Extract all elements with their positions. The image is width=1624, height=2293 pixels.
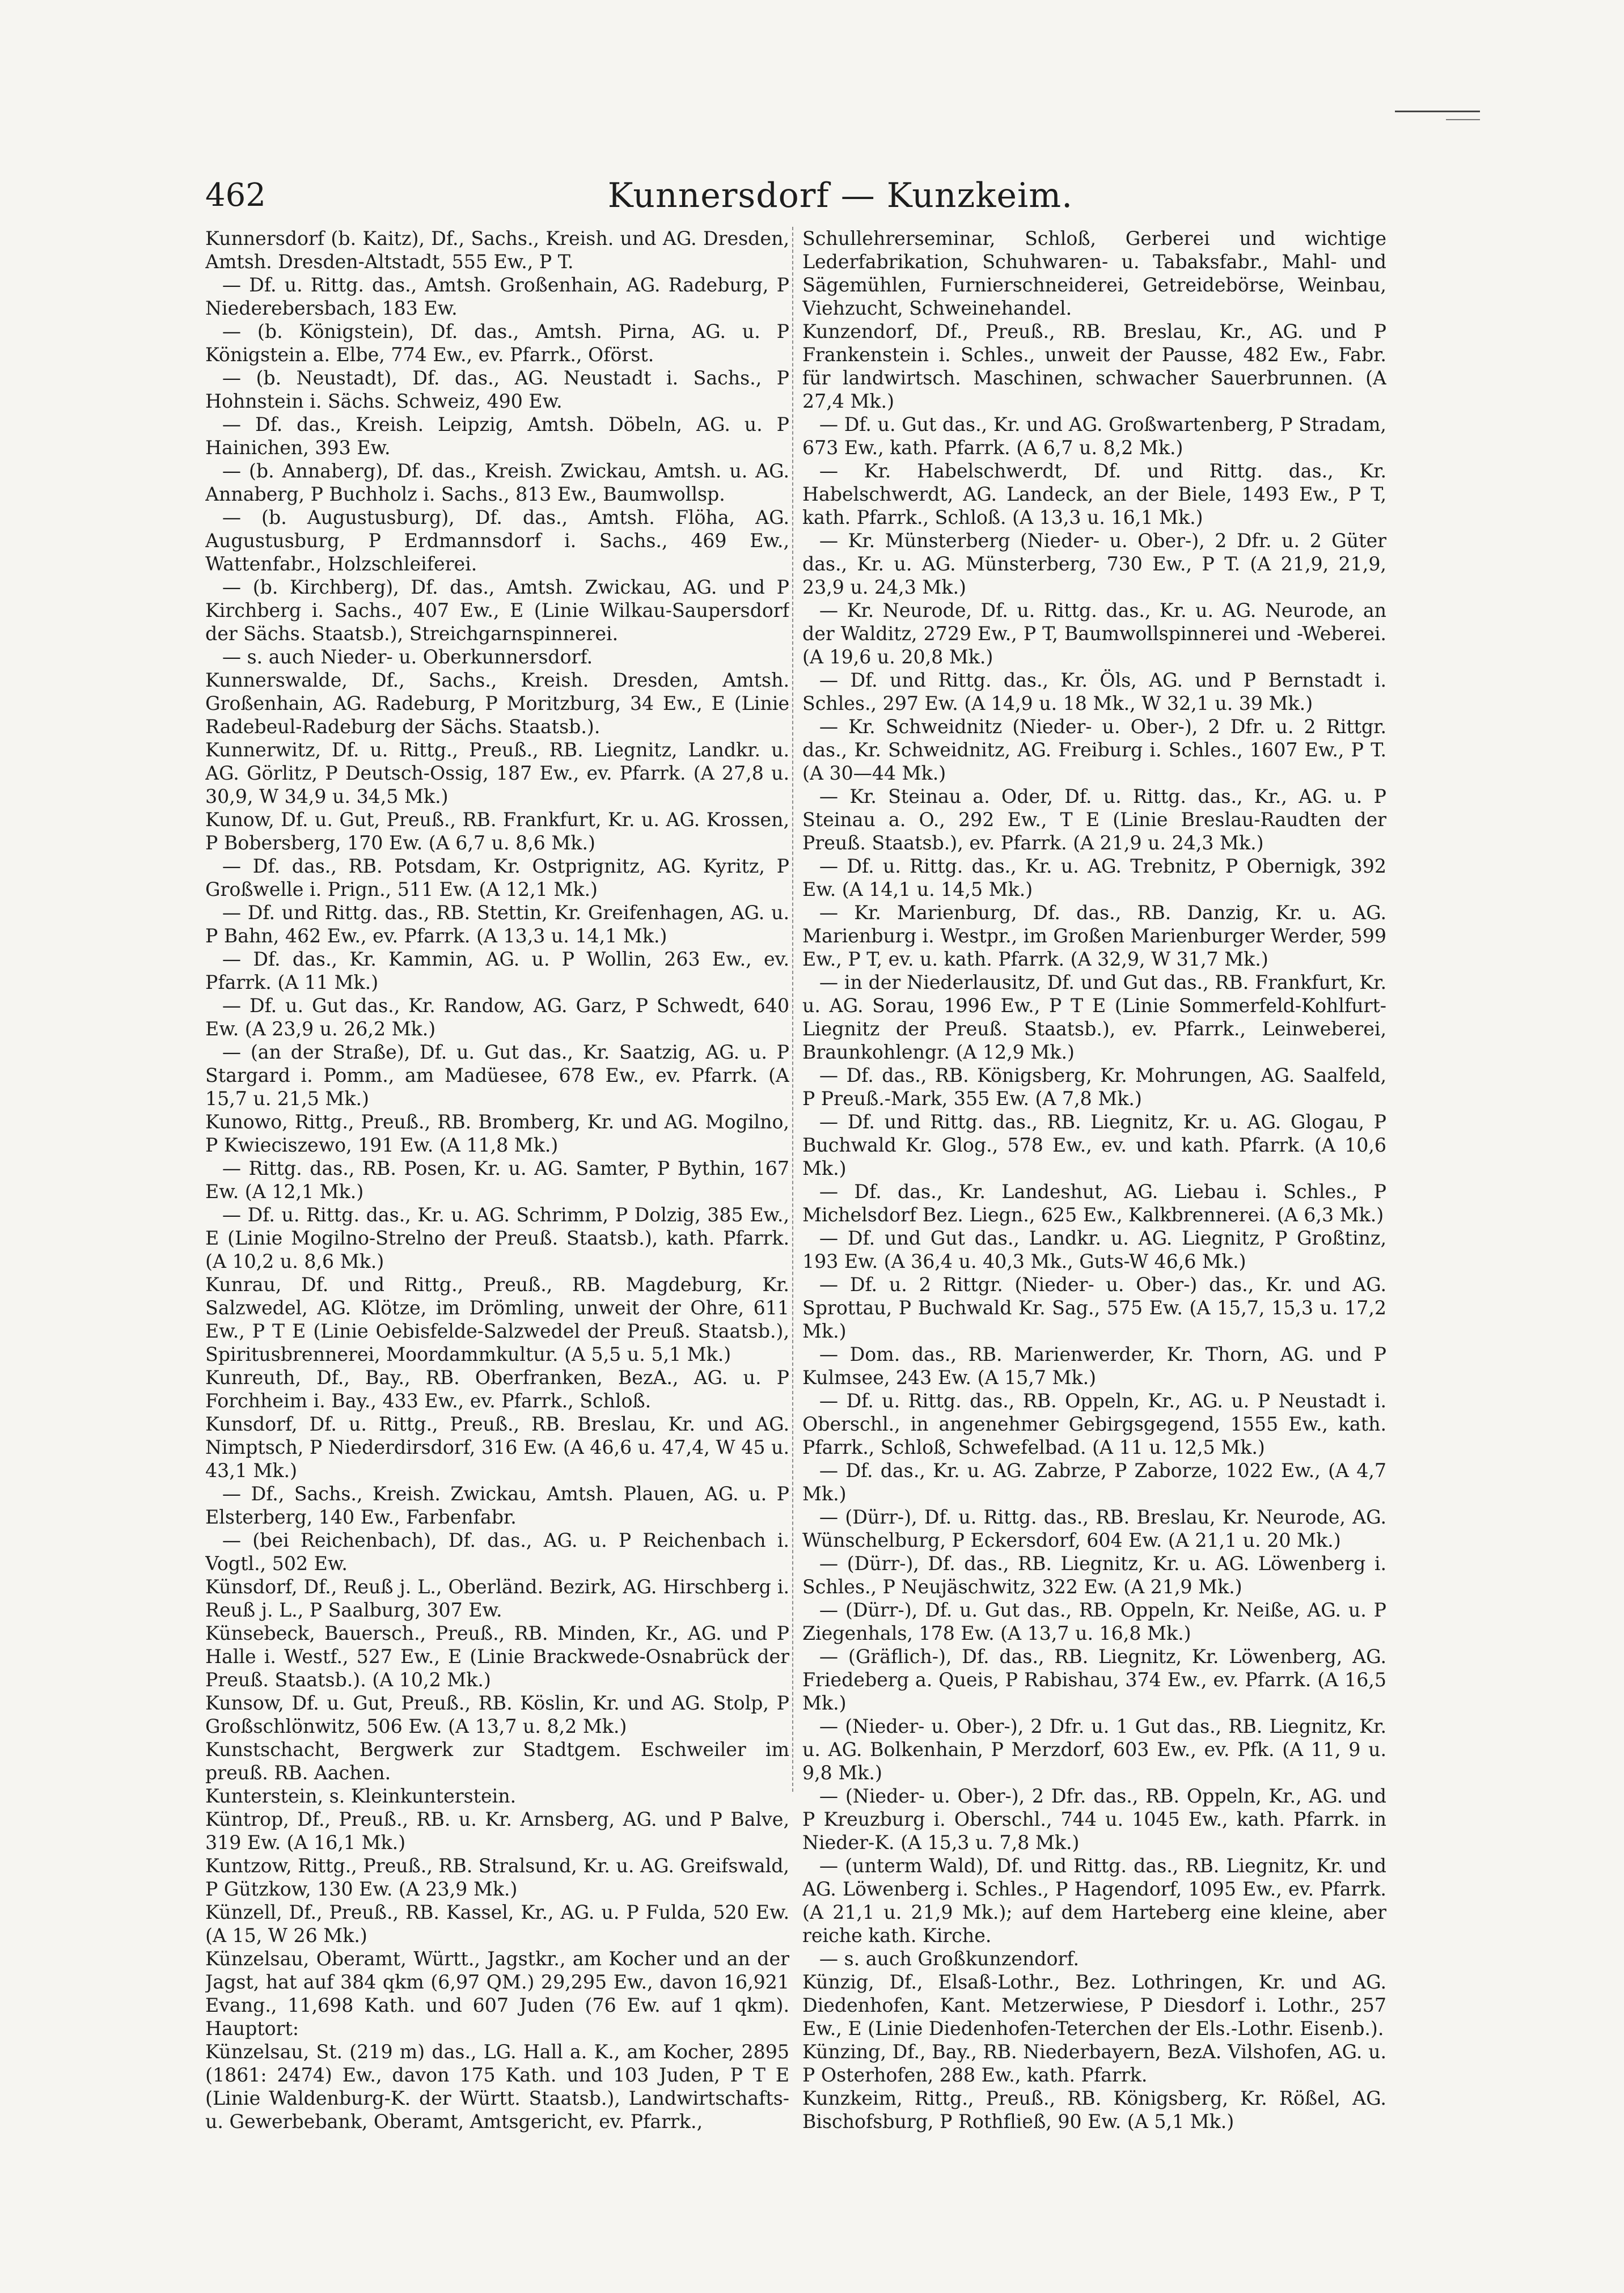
gazetteer-subentry: — Df. und Rittg. das., Kr. Öls, AG. und P Bernstadt i. Schles., 297 Ew. (A 14,9 u. 18 Mk., W 32,1 u. 39 Mk.): [802, 669, 1386, 714]
gazetteer-subentry: — Df. das., Kr. Kammin, AG. u. P Wollin, 263 Ew., ev. Pfarrk. (A 11 Mk.): [205, 948, 789, 993]
gazetteer-entry: Kunowo, Rittg., Preuß., RB. Bromberg, Kr. und AG. Mogilno, P Kwieciszewo, 191 Ew. (A 11,8 Mk.): [205, 1111, 789, 1156]
gazetteer-subentry: — Df. u. Gut das., Kr. Randow, AG. Garz, P Schwedt, 640 Ew. (A 23,9 u. 26,2 Mk.): [205, 995, 789, 1040]
corner-rule-mark: [1395, 111, 1480, 112]
gazetteer-subentry: — (Nieder- u. Ober-), 2 Dfr. das., RB. Oppeln, Kr., AG. und P Kreuzburg i. Oberschl., 744 u. 1045 Ew., kath. Pfarrk. in Nieder-K. (A 15,3 u. 7,8 Mk.): [802, 1785, 1386, 1854]
gazetteer-subentry: — (Gräflich-), Df. das., RB. Liegnitz, Kr. Löwenberg, AG. Friedeberg a. Queis, P Rabishau, 374 Ew., ev. Pfarrk. (A 16,5 Mk.): [802, 1645, 1386, 1714]
gazetteer-subentry: — (an der Straße), Df. u. Gut das., Kr. Saatzig, AG. u. P Stargard i. Pomm., am Madüesee, 678 Ew., ev. Pfarrk. (A 15,7 u. 21,5 Mk.): [205, 1041, 789, 1110]
gazetteer-entry: Künsdorf, Df., Reuß j. L., Oberländ. Bezirk, AG. Hirschberg i. Reuß j. L., P Saalburg, 307 Ew.: [205, 1576, 789, 1621]
gazetteer-subentry: — in der Niederlausitz, Df. und Gut das., RB. Frankfurt, Kr. u. AG. Sorau, 1996 Ew., P T E (Linie Sommerfeld-Kohlfurt-Liegnitz der Preuß. Staatsb.), ev. Pfarrk., Leinweberei, Braunkohlengr. (A 12,9 Mk.): [802, 971, 1386, 1063]
gazetteer-subentry: — s. auch Nieder- u. Oberkunnersdorf.: [222, 646, 593, 668]
gazetteer-subentry: — Df. und Rittg. das., RB. Liegnitz, Kr. u. AG. Glogau, P Buchwald Kr. Glog., 578 Ew., ev. und kath. Pfarrk. (A 10,6 Mk.): [802, 1111, 1386, 1179]
gazetteer-entry: Künzell, Df., Preuß., RB. Kassel, Kr., AG. u. P Fulda, 520 Ew. (A 15, W 26 Mk.): [205, 1901, 789, 1947]
gazetteer-entry: Schullehrerseminar, Schloß, Gerberei und wichtige Lederfabrikation, Schuhwaren- u. Tabaksfabr., Mahl- und Sägemühlen, Furnierschneiderei, Getreidebörse, Weinbau, Viehzucht, Schweinehandel.: [802, 227, 1386, 319]
gazetteer-subentry: — Df., Sachs., Kreish. Zwickau, Amtsh. Plauen, AG. u. P Elsterberg, 140 Ew., Farbenfabr.: [205, 1483, 789, 1528]
gazetteer-entry: Kunzkeim, Rittg., Preuß., RB. Königsberg, Kr. Rößel, AG. Bischofsburg, P Rothfließ, 90 Ew. (A 5,1 Mk.): [802, 2087, 1386, 2133]
gazetteer-subentry: — Df. u. Rittg. das., RB. Oppeln, Kr., AG. u. P Neustadt i. Oberschl., in angenehmer Gebirgsgegend, 1555 Ew., kath. Pfarrk., Schloß, Schwefelbad. (A 11 u. 12,5 Mk.): [802, 1390, 1386, 1458]
gazetteer-entry: Kunrau, Df. und Rittg., Preuß., RB. Magdeburg, Kr. Salzwedel, AG. Klötze, im Drömling, unweit der Ohre, 611 Ew., P T E (Linie Oebisfelde-Salzwedel der Preuß. Staatsb.), Spiritusbrennerei, Moordammkultur. (A 5,5 u. 5,1 Mk.): [205, 1274, 789, 1365]
page-header: [205, 170, 1475, 221]
gazetteer-entry: Kunstschacht, Bergwerk zur Stadtgem. Eschweiler im preuß. RB. Aachen.: [205, 1738, 789, 1784]
gazetteer-entry: Kunnerwitz, Df. u. Rittg., Preuß., RB. Liegnitz, Landkr. u. AG. Görlitz, P Deutsch-Ossig, 187 Ew., ev. Pfarrk. (A 27,8 u. 30,9, W 34,9 u. 34,5 Mk.): [205, 739, 789, 807]
gazetteer-subentry: — Kr. Neurode, Df. u. Rittg. das., Kr. u. AG. Neurode, an der Walditz, 2729 Ew., P T, Baumwollspinnerei und -Weberei. (A 19,6 u. 20,8 Mk.): [802, 599, 1386, 668]
gazetteer-entry: Künzelsau, St. (219 m) das., LG. Hall a. K., am Kocher, 2895 (1861: 2474) Ew., davon 175 Kath. und 103 Juden, P T E (Linie Waldenburg-K. der Württ. Staatsb.), Landwirtschafts- u. Gewerbebank, Oberamt, Amtsgericht, ev. Pfarrk.,: [205, 2041, 789, 2133]
gazetteer-subentry: — Df. das., RB. Königsberg, Kr. Mohrungen, AG. Saalfeld, P Preuß.-Mark, 355 Ew. (A 7,8 Mk.): [802, 1064, 1386, 1110]
gazetteer-subentry: — Kr. Steinau a. Oder, Df. u. Rittg. das., Kr., AG. u. P Steinau a. O., 292 Ew., T E (Linie Breslau-Raudten der Preuß. Staatsb.), ev. Pfarrk. (A 21,9 u. 24,3 Mk.): [802, 785, 1386, 854]
gazetteer-subentry: — Df. und Gut das., Landkr. u. AG. Liegnitz, P Großtinz, 193 Ew. (A 36,4 u. 40,3 Mk., Guts-W 46,6 Mk.): [802, 1227, 1386, 1272]
gazetteer-entry: Künsebeck, Bauersch., Preuß., RB. Minden, Kr., AG. und P Halle i. Westf., 527 Ew., E (Linie Brackwede-Osnabrück der Preuß. Staatsb.). (A 10,2 Mk.): [205, 1622, 789, 1691]
gazetteer-subentry: — (b. Königstein), Df. das., Amtsh. Pirna, AG. u. P Königstein a. Elbe, 774 Ew., ev. Pfarrk., Oförst.: [205, 320, 789, 366]
gazetteer-entry: Kunow, Df. u. Gut, Preuß., RB. Frankfurt, Kr. u. AG. Krossen, P Bobersberg, 170 Ew. (A 6,7 u. 8,6 Mk.): [205, 809, 789, 854]
gazetteer-subentry: — s. auch Großkunzendorf.: [819, 1948, 1080, 1970]
gazetteer-subentry: — Df. und Rittg. das., RB. Stettin, Kr. Greifenhagen, AG. u. P Bahn, 462 Ew., ev. Pfarrk. (A 13,3 u. 14,1 Mk.): [205, 902, 789, 947]
gazetteer-entry: Künzing, Df., Bay., RB. Niederbayern, BezA. Vilshofen, AG. u. P Osterhofen, 288 Ew., kath. Pfarrk.: [802, 2041, 1386, 2086]
gazetteer-subentry: — Kr. Marienburg, Df. das., RB. Danzig, Kr. u. AG. Marienburg i. Westpr., im Großen Marienburger Werder, 599 Ew., P T, ev. u. kath. Pfarrk. (A 32,9, W 31,7 Mk.): [802, 902, 1386, 970]
gazetteer-subentry: — Rittg. das., RB. Posen, Kr. u. AG. Samter, P Bythin, 167 Ew. (A 12,1 Mk.): [205, 1157, 789, 1203]
gazetteer-subentry: — Df. u. 2 Rittgr. (Nieder- u. Ober-) das., Kr. und AG. Sprottau, P Buchwald Kr. Sag., 575 Ew. (A 15,7, 15,3 u. 17,2 Mk.): [802, 1274, 1386, 1342]
gazetteer-subentry: — Df. u. Rittg. das., Kr. u. AG. Schrimm, P Dolzig, 385 Ew., E (Linie Mogilno-Strelno der Preuß. Staatsb.), kath. Pfarrk. (A 10,2 u. 8,6 Mk.): [205, 1204, 789, 1272]
running-title: Kunnersdorf — Kunzkeim.: [607, 176, 1073, 215]
gazetteer-subentry: — (b. Augustusburg), Df. das., Amtsh. Flöha, AG. Augustusburg, P Erdmannsdorf i. Sachs., 469 Ew., Wattenfabr., Holzschleiferei.: [205, 506, 789, 575]
gazetteer-entry: Kunsow, Df. u. Gut, Preuß., RB. Köslin, Kr. und AG. Stolp, P Großschlönwitz, 506 Ew. (A 13,7 u. 8,2 Mk.): [205, 1692, 789, 1737]
gazetteer-entry: Kunnerswalde, Df., Sachs., Kreish. Dresden, Amtsh. Großenhain, AG. Radeburg, P Moritzburg, 34 Ew., E (Linie Radebeul-Radeburg der Sächs. Staatsb.).: [205, 669, 789, 738]
gazetteer-entry: Kunsdorf, Df. u. Rittg., Preuß., RB. Breslau, Kr. und AG. Nimptsch, P Niederdirsdorf, 316 Ew. (A 46,6 u. 47,4, W 45 u. 43,1 Mk.): [205, 1413, 789, 1482]
gazetteer-subentry: — (Nieder- u. Ober-), 2 Dfr. u. 1 Gut das., RB. Liegnitz, Kr. u. AG. Bolkenhain, P Merzdorf, 603 Ew., ev. Pfk. (A 11, 9 u. 9,8 Mk.): [802, 1715, 1386, 1784]
gazetteer-entry: Kunzendorf, Df., Preuß., RB. Breslau, Kr., AG. und P Frankenstein i. Schles., unweit der Pausse, 482 Ew., Fabr. für landwirtsch. Maschinen, schwacher Sauerbrunnen. (A 27,4 Mk.): [802, 320, 1386, 412]
gazetteer-subentry: — (b. Kirchberg), Df. das., Amtsh. Zwickau, AG. und P Kirchberg i. Sachs., 407 Ew., E (Linie Wilkau-Saupersdorf der Sächs. Staatsb.), Streichgarnspinnerei.: [205, 576, 789, 645]
gazetteer-subentry: — (bei Reichenbach), Df. das., AG. u. P Reichenbach i. Vogtl., 502 Ew.: [205, 1529, 789, 1575]
gazetteer-entry: Künzig, Df., Elsaß-Lothr., Bez. Lothringen, Kr. und AG. Diedenhofen, Kant. Metzerwiese, P Diesdorf i. Lothr., 257 Ew., E (Linie Diedenhofen-Teterchen der Els.-Lothr. Eisenb.).: [802, 1971, 1386, 2040]
right-column: [802, 227, 1386, 2279]
gazetteer-subentry: — Kr. Münsterberg (Nieder- u. Ober-), 2 Dfr. u. 2 Güter das., Kr. u. AG. Münsterberg, 730 Ew., P T. (A 21,9, 21,9, 23,9 u. 24,3 Mk.): [802, 530, 1386, 598]
gazetteer-subentry: — (Dürr-), Df. das., RB. Liegnitz, Kr. u. AG. Löwenberg i. Schles., P Neujäschwitz, 322 Ew. (A 21,9 Mk.): [802, 1552, 1386, 1598]
gazetteer-subentry: — Df. das., Kr. u. AG. Zabrze, P Zaborze, 1022 Ew., (A 4,7 Mk.): [802, 1459, 1386, 1505]
gazetteer-subentry: — Df. u. Rittg. das., Amtsh. Großenhain, AG. Radeburg, P Niederebersbach, 183 Ew.: [205, 274, 789, 319]
gazetteer-entry: Kunreuth, Df., Bay., RB. Oberfranken, BezA., AG. u. P Forchheim i. Bay., 433 Ew., ev. Pfarrk., Schloß.: [205, 1367, 789, 1412]
gazetteer-subentry: — Df. u. Gut das., Kr. und AG. Großwartenberg, P Stradam, 673 Ew., kath. Pfarrk. (A 6,7 u. 8,2 Mk.): [802, 413, 1386, 459]
gazetteer-entry: Kunterstein, s. Kleinkunterstein.: [205, 1785, 517, 1807]
gazetteer-subentry: — Df. das., Kr. Landeshut, AG. Liebau i. Schles., P Michelsdorf Bez. Liegn., 625 Ew., Kalkbrennerei. (A 6,3 Mk.): [802, 1181, 1386, 1226]
gazetteer-entry: Kunnersdorf (b. Kaitz), Df., Sachs., Kreish. und AG. Dresden, Amtsh. Dresden-Altstadt, 555 Ew., P T.: [205, 227, 789, 273]
left-column: [205, 227, 789, 2279]
gazetteer-subentry: — (Dürr-), Df. u. Rittg. das., RB. Breslau, Kr. Neurode, AG. Wünschelburg, P Eckersdorf, 604 Ew. (A 21,1 u. 20 Mk.): [802, 1506, 1386, 1551]
gazetteer-subentry: — Df. das., RB. Potsdam, Kr. Ostprignitz, AG. Kyritz, P Großwelle i. Prign., 511 Ew. (A 12,1 Mk.): [205, 855, 789, 900]
gazetteer-entry: Kuntzow, Rittg., Preuß., RB. Stralsund, Kr. u. AG. Greifswald, P Gützkow, 130 Ew. (A 23,9 Mk.): [205, 1855, 789, 1900]
gazetteer-subentry: — Kr. Schweidnitz (Nieder- u. Ober-), 2 Dfr. u. 2 Rittgr. das., Kr. Schweidnitz, AG. Freiburg i. Schles., 1607 Ew., P T. (A 30—44 Mk.): [802, 716, 1386, 784]
gazetteer-subentry: — (Dürr-), Df. u. Gut das., RB. Oppeln, Kr. Neiße, AG. u. P Ziegenhals, 178 Ew. (A 13,7 u. 16,8 Mk.): [802, 1599, 1386, 1644]
gazetteer-subentry: — (unterm Wald), Df. und Rittg. das., RB. Liegnitz, Kr. und AG. Löwenberg i. Schles., P Hagendorf, 1095 Ew., ev. Pfarrk. (A 21,1 u. 21,9 Mk.); auf dem Harteberg eine kleine, aber reiche kath. Kirche.: [802, 1855, 1386, 1947]
gazetteer-subentry: — Dom. das., RB. Marienwerder, Kr. Thorn, AG. und P Kulmsee, 243 Ew. (A 15,7 Mk.): [802, 1343, 1386, 1389]
gazetteer-subentry: — Kr. Habelschwerdt, Df. und Rittg. das., Kr. Habelschwerdt, AG. Landeck, an der Biele, 1493 Ew., P T, kath. Pfarrk., Schloß. (A 13,3 u. 16,1 Mk.): [802, 460, 1386, 528]
gazetteer-subentry: — Df. u. Rittg. das., Kr. u. AG. Trebnitz, P Obernigk, 392 Ew. (A 14,1 u. 14,5 Mk.): [802, 855, 1386, 900]
gazetteer-entry: Küntrop, Df., Preuß., RB. u. Kr. Arnsberg, AG. und P Balve, 319 Ew. (A 16,1 Mk.): [205, 1808, 789, 1854]
gazetteer-subentry: — (b. Neustadt), Df. das., AG. Neustadt i. Sachs., P Hohnstein i. Sächs. Schweiz, 490 Ew.: [205, 367, 789, 412]
page-number: 462: [205, 177, 266, 214]
gazetteer-subentry: — Df. das., Kreish. Leipzig, Amtsh. Döbeln, AG. u. P Hainichen, 393 Ew.: [205, 413, 789, 459]
gazetteer-subentry: — (b. Annaberg), Df. das., Kreish. Zwickau, Amtsh. u. AG. Annaberg, P Buchholz i. Sachs., 813 Ew., Baumwollsp.: [205, 460, 789, 505]
column-divider: [792, 227, 793, 1792]
gazetteer-entry: Künzelsau, Oberamt, Württ., Jagstkr., am Kocher und an der Jagst, hat auf 384 qkm (6,97 QM.) 29,295 Ew., davon 16,921 Evang., 11,698 Kath. und 607 Juden (76 Ew. auf 1 qkm). Hauptort:: [205, 1948, 789, 2040]
